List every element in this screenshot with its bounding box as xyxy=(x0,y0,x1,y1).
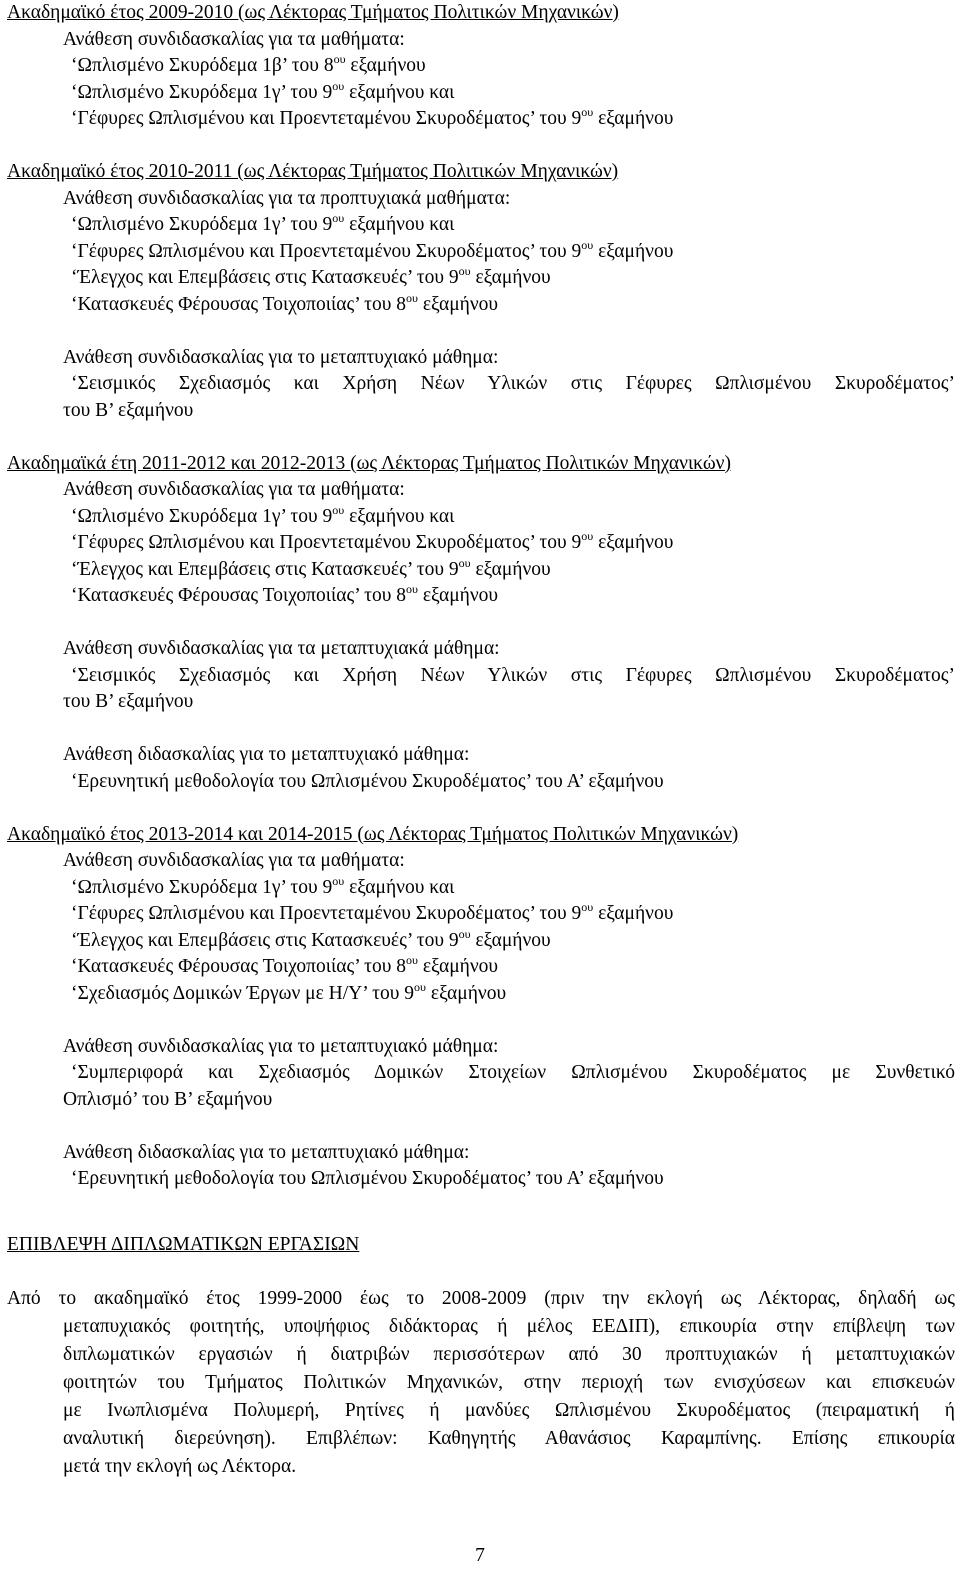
course-line: ‘Ωπλισμένο Σκυρόδεμα 1β’ του $8^{o\upsilon}$ εξαμήνου xyxy=(71,52,426,76)
supervision-heading: ΕΠΙΒΛΕΨΗ ΔΙΠΛΩΜΑΤΙΚΩΝ ΕΡΓΑΣΙΩΝ xyxy=(7,1234,360,1255)
assignment-intro: Ανάθεση συνδιδασκαλίας για τα μαθήματα: xyxy=(63,28,405,50)
graduate-course-line: ‘Σεισμικός Σχεδιασμός και Χρήση Νέων Υλικών στις Γέφυρες Ωπλισμένου Σκυροδέματος’ xyxy=(71,373,955,394)
course-line: ‘Έλεγχος και Επεμβάσεις στις Κατασκευές’ του $9^{o\upsilon}$ εξαμήνου xyxy=(71,264,551,288)
paragraph-line: φοιτητών του Τμήματος Πολιτικών Μηχανικών, στην περιοχή των ενισχύσεων και επισκευών xyxy=(63,1371,955,1393)
assignment-intro: Ανάθεση συνδιδασκαλίας για τα μαθήματα: xyxy=(63,479,405,500)
paragraph-line: μεταπυχιακός φοιτητής, υποψήφιος διδάκτορας ή μέλος ΕΕΔΙΠ), επικουρία στην επίβλεψη των xyxy=(63,1315,955,1337)
supervision-section xyxy=(7,1232,955,1481)
course-line: ‘Κατασκευές Φέρουσας Τοιχοποιίας’ του $8^{o\upsilon}$ εξαμήνου xyxy=(71,953,499,977)
section-2009-2010 xyxy=(7,0,955,133)
graduate-assignment-intro: Ανάθεση συνδιδασκαλίας για το μεταπτυχιακό μάθημα: xyxy=(63,1035,499,1057)
graduate-course-line: ‘Συμπεριφορά και Σχεδιασμός Δομικών Στοιχείων Ωπλισμένου Σκυροδέματος με Συνθετικό xyxy=(71,1062,955,1083)
course-line: ‘Έλεγχος και Επεμβάσεις στις Κατασκευές’ του $9^{o\upsilon}$ εξαμήνου xyxy=(71,555,551,580)
teaching-course-line: ‘Ερευνητική μεθοδολογία του Ωπλισμένου Σκυροδέματος’ του Α’ εξαμήνου xyxy=(71,1168,664,1189)
assignment-intro: Ανάθεση συνδιδασκαλίας για τα προπτυχιακά μαθήματα: xyxy=(63,187,511,209)
course-line: ‘Σχεδιασμός Δομικών Έργων με Η/Υ’ του $9^{o\upsilon}$ εξαμήνου xyxy=(71,979,507,1004)
document-page xyxy=(7,0,955,1481)
course-line: ‘Ωπλισμένο Σκυρόδεμα 1γ’ του $9^{o\upsilon}$ εξαμήνου και xyxy=(71,78,455,103)
supervision-paragraph xyxy=(7,1285,955,1481)
teaching-course-line: ‘Ερευνητική μεθοδολογία του Ωπλισμένου Σκυροδέματος’ του Α’ εξαμήνου xyxy=(71,770,664,792)
section-heading: Ακαδημαϊκά έτη 2011-2012 και 2012-2013 (ως Λέκτορας Τμήματος Πολιτικών Μηχανικών) xyxy=(7,452,731,474)
section-2010-2011 xyxy=(7,159,955,424)
course-line: ‘Γέφυρες Ωπλισμένου και Προεντεταμένου Σκυροδέματος’ του $9^{o\upsilon}$ εξαμήνου xyxy=(71,900,674,924)
graduate-course-continuation: Οπλισμό’ του Β’ εξαμήνου xyxy=(63,1088,273,1110)
section-heading: Ακαδημαϊκό έτος 2009-2010 (ως Λέκτορας Τμήματος Πολιτικών Μηχανικών) xyxy=(7,2,619,23)
section-heading: Ακαδημαϊκό έτος 2010-2011 (ως Λέκτορας Τμήματος Πολιτικών Μηχανικών) xyxy=(7,161,619,182)
page-number: 7 xyxy=(475,1545,485,1566)
paragraph-line: μετά την εκλογή ως Λέκτορα. xyxy=(63,1455,297,1477)
graduate-assignment-intro: Ανάθεση συνδιδασκαλίας για το μεταπτυχιακό μάθημα: xyxy=(63,346,499,368)
course-line: ‘Γέφυρες Ωπλισμένου και Προεντεταμένου Σκυροδέματος’ του $9^{o\upsilon}$ εξαμήνου xyxy=(71,529,674,553)
course-line: ‘Κατασκευές Φέρουσας Τοιχοποιίας’ του $8^{o\upsilon}$ εξαμήνου xyxy=(71,290,499,315)
course-line: ‘Κατασκευές Φέρουσας Τοιχοποιίας’ του $8^{o\upsilon}$ εξαμήνου xyxy=(71,582,499,606)
paragraph-line: Από το ακαδημαϊκό έτος 1999-2000 έως το 2008-2009 (πριν την εκλογή ως Λέκτορας, δηλαδή ως xyxy=(7,1287,955,1309)
course-line: ‘Έλεγχος και Επεμβάσεις στις Κατασκευές’ του $9^{o\upsilon}$ εξαμήνου xyxy=(71,926,551,951)
course-line: ‘Ωπλισμένο Σκυρόδεμα 1γ’ του $9^{o\upsilon}$ εξαμήνου και xyxy=(71,502,455,527)
course-line: ‘Γέφυρες Ωπλισμένου και Προεντεταμένου Σκυροδέματος’ του $9^{o\upsilon}$ εξαμήνου xyxy=(71,105,674,129)
course-line: ‘Ωπλισμένο Σκυρόδεμα 1γ’ του $9^{o\upsilon}$ εξαμήνου και xyxy=(71,873,455,898)
paragraph-line: με Ινωπλισμένα Πολυμερή, Ρητίνες ή μανδύες Ωπλισμένου Σκυροδέματος (πειραματική ή xyxy=(63,1399,955,1421)
assignment-intro: Ανάθεση συνδιδασκαλίας για τα μαθήματα: xyxy=(63,850,405,871)
graduate-course-continuation: του Β’ εξαμήνου xyxy=(63,399,194,421)
paragraph-line: διπλωματικών εργασιών ή διατριβών περισσότερων από 30 προπτυχιακών ή μεταπτυχιακών xyxy=(63,1343,955,1365)
teaching-assignment-intro: Ανάθεση διδασκαλίας για το μεταπτυχιακό μάθημα: xyxy=(63,744,470,765)
course-line: ‘Γέφυρες Ωπλισμένου και Προεντεταμένου Σκυροδέματος’ του $9^{o\upsilon}$ εξαμήνου xyxy=(71,237,674,262)
graduate-course-line: ‘Σεισμικός Σχεδιασμός και Χρήση Νέων Υλικών στις Γέφυρες Ωπλισμένου Σκυροδέματος’ xyxy=(71,664,955,686)
section-2013-2015 xyxy=(7,822,955,1193)
graduate-assignment-intro: Ανάθεση συνδιδασκαλίας για τα μεταπτυχιακά μάθημα: xyxy=(63,638,500,659)
paragraph-line: αναλυτική διερεύνηση). Επιβλέπων: Καθηγητής Αθανάσιος Καραμπίνης. Επίσης επικουρία xyxy=(63,1427,955,1449)
graduate-course-continuation: του Β’ εξαμήνου xyxy=(63,691,194,712)
course-line: ‘Ωπλισμένο Σκυρόδεμα 1γ’ του $9^{o\upsilon}$ εξαμήνου και xyxy=(71,211,455,235)
teaching-assignment-intro: Ανάθεση διδασκαλίας για το μεταπτυχιακό μάθημα: xyxy=(63,1141,470,1163)
section-heading: Ακαδημαϊκό έτος 2013-2014 και 2014-2015 (ως Λέκτορας Τμήματος Πολιτικών Μηχανικών) xyxy=(7,823,739,845)
section-2011-2013 xyxy=(7,451,955,796)
